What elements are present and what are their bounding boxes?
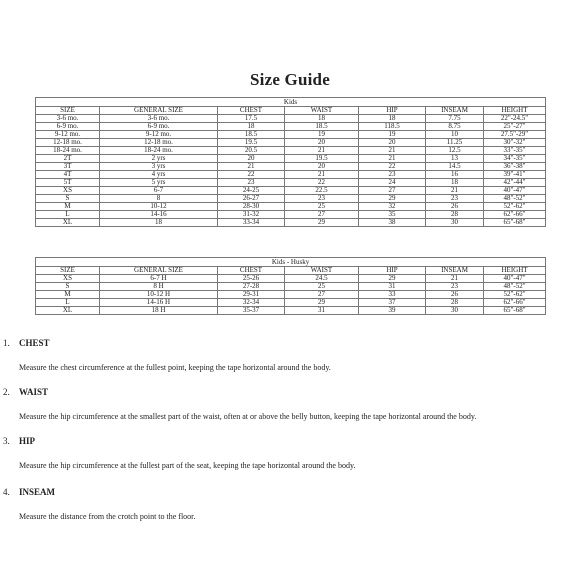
table-cell: 25	[285, 283, 359, 291]
table-cell: 10-12 H	[100, 291, 218, 299]
table-cell: 24-25	[218, 187, 285, 195]
table-cell: 3T	[36, 163, 100, 171]
table-row	[36, 283, 546, 291]
table-cell: 19	[359, 131, 426, 139]
table-cell: 14-16	[100, 211, 218, 219]
guide-text-inseam: Measure the distance from the crotch point to the floor.	[19, 512, 196, 521]
table-cell: 18.5	[285, 123, 359, 131]
column-header: GENERAL SIZE	[100, 107, 218, 115]
table-cell: 3-6 mo.	[100, 115, 218, 123]
table-cell: 18.5	[218, 131, 285, 139]
table-cell: 65"-68"	[484, 219, 546, 227]
table-cell: 2T	[36, 155, 100, 163]
table-cell: 12-18 mo.	[36, 139, 100, 147]
table-cell: 18-24 mo.	[100, 147, 218, 155]
table-cell: 39	[359, 307, 426, 315]
table-cell: 28	[426, 211, 484, 219]
table-cell: 24.5	[285, 275, 359, 283]
table-row	[36, 115, 546, 123]
column-header: WAIST	[285, 107, 359, 115]
table-cell: 6-9 mo.	[100, 123, 218, 131]
table-cell: 21	[285, 171, 359, 179]
table-cell: 27	[359, 187, 426, 195]
table-cell: XS	[36, 275, 100, 283]
table-row	[36, 219, 546, 227]
table-cell: 35	[359, 211, 426, 219]
table-row	[36, 131, 546, 139]
table-cell: 22.5	[285, 187, 359, 195]
guide-heading-inseam: INSEAM	[19, 487, 56, 497]
table-cell: 52"-62"	[484, 291, 546, 299]
table-cell: 48"-52"	[484, 283, 546, 291]
table-cell: 3 yrs	[100, 163, 218, 171]
table-row	[36, 171, 546, 179]
table-cell: 3-6 mo.	[36, 115, 100, 123]
table-row	[36, 299, 546, 307]
table-cell: 40"-47"	[484, 187, 546, 195]
table-cell: 17.5	[218, 115, 285, 123]
table-row	[36, 163, 546, 171]
table-cell: 5 yrs	[100, 179, 218, 187]
column-header: HEIGHT	[484, 267, 546, 275]
table-cell: M	[36, 291, 100, 299]
table-cell: 18	[426, 179, 484, 187]
table-row	[36, 187, 546, 195]
table-cell: 28-30	[218, 203, 285, 211]
table-cell: 20	[285, 139, 359, 147]
kids-size-table	[35, 97, 546, 227]
table-cell: 118.5	[359, 123, 426, 131]
table-cell: 33	[359, 291, 426, 299]
table-cell: 14.5	[426, 163, 484, 171]
table-cell: 6-7 H	[100, 275, 218, 283]
table-cell: L	[36, 211, 100, 219]
table-row	[36, 179, 546, 187]
table-cell: 27	[285, 211, 359, 219]
table-cell: 22	[359, 163, 426, 171]
table-row	[36, 195, 546, 203]
column-header: HIP	[359, 267, 426, 275]
table-cell: 52"-62"	[484, 203, 546, 211]
guide-number: 2.	[3, 387, 10, 397]
column-header: WAIST	[285, 267, 359, 275]
table-cell: 18	[100, 219, 218, 227]
table-cell: 62"-66"	[484, 211, 546, 219]
table-cell: 28	[426, 299, 484, 307]
table-cell: 5T	[36, 179, 100, 187]
guide-number: 3.	[3, 436, 10, 446]
table-cell: XL	[36, 307, 100, 315]
table-cell: L	[36, 299, 100, 307]
table-cell: 27	[285, 291, 359, 299]
table-cell: S	[36, 283, 100, 291]
table-cell: 16	[426, 171, 484, 179]
table-cell: 13	[426, 155, 484, 163]
table-cell: 7.75	[426, 115, 484, 123]
column-header: CHEST	[218, 267, 285, 275]
table-cell: 20	[218, 155, 285, 163]
table-row	[36, 211, 546, 219]
table-cell: 30	[426, 219, 484, 227]
table-cell: 27.5"-29"	[484, 131, 546, 139]
table-cell: 8 H	[100, 283, 218, 291]
table-cell: 10-12	[100, 203, 218, 211]
table-cell: 39"-41"	[484, 171, 546, 179]
table-cell: S	[36, 195, 100, 203]
guide-text-waist: Measure the hip circumference at the smallest part of the waist, often at or above the belly button, keeping the tape horizontal around the body.	[19, 412, 477, 421]
table-cell: M	[36, 203, 100, 211]
table-cell: 20.5	[218, 147, 285, 155]
table-cell: 29	[359, 195, 426, 203]
table-row	[36, 139, 546, 147]
table-cell: 9-12 mo.	[36, 131, 100, 139]
guide-heading-hip: HIP	[19, 436, 36, 446]
table-cell: 21	[359, 147, 426, 155]
table-cell: 32	[359, 203, 426, 211]
table-cell: 21	[218, 163, 285, 171]
column-header: HEIGHT	[484, 107, 546, 115]
table-cell: 48"-52"	[484, 195, 546, 203]
table-cell: 18	[285, 115, 359, 123]
table-cell: 29	[285, 299, 359, 307]
table-cell: 19.5	[218, 139, 285, 147]
table-row	[36, 307, 546, 315]
guide-text-chest: Measure the chest circumference at the fullest point, keeping the tape horizontal around the body.	[19, 363, 331, 372]
table-cell: 18-24 mo.	[36, 147, 100, 155]
table-cell: 23	[426, 195, 484, 203]
column-header: INSEAM	[426, 267, 484, 275]
table-cell: 23	[426, 283, 484, 291]
table-cell: 21	[426, 275, 484, 283]
table-cell: 21	[359, 155, 426, 163]
column-header: GENERAL SIZE	[100, 267, 218, 275]
table-cell: 18 H	[100, 307, 218, 315]
table-caption: Kids	[36, 98, 546, 107]
table-cell: 33"-35"	[484, 147, 546, 155]
table-cell: 8	[100, 195, 218, 203]
table-row	[36, 203, 546, 211]
table-cell: 22	[285, 179, 359, 187]
table-row	[36, 291, 546, 299]
column-header: CHEST	[218, 107, 285, 115]
table-cell: 20	[285, 163, 359, 171]
table-header-row	[36, 267, 546, 275]
table-cell: 8.75	[426, 123, 484, 131]
table-cell: 25	[285, 203, 359, 211]
table-cell: 37	[359, 299, 426, 307]
table-cell: 25"-27"	[484, 123, 546, 131]
table-cell: 26	[426, 291, 484, 299]
table-cell: 18	[218, 123, 285, 131]
table-cell: 33-34	[218, 219, 285, 227]
table-cell: 34"-35"	[484, 155, 546, 163]
table-cell: XL	[36, 219, 100, 227]
table-cell: 10	[426, 131, 484, 139]
table-cell: 62"-66"	[484, 299, 546, 307]
table-row	[36, 147, 546, 155]
table-cell: 27-28	[218, 283, 285, 291]
husky-size-table	[35, 257, 546, 315]
table-cell: 21	[285, 147, 359, 155]
table-cell: 11.25	[426, 139, 484, 147]
table-row	[36, 155, 546, 163]
table-cell: 26	[426, 203, 484, 211]
table-cell: 26-27	[218, 195, 285, 203]
table-header-row	[36, 107, 546, 115]
table-row	[36, 123, 546, 131]
table-cell: 20	[359, 139, 426, 147]
table-cell: 40"-47"	[484, 275, 546, 283]
page-title: Size Guide	[250, 70, 330, 89]
table-cell: XS	[36, 187, 100, 195]
table-cell: 30	[426, 307, 484, 315]
table-row	[36, 275, 546, 283]
table-cell: 32-34	[218, 299, 285, 307]
column-header: SIZE	[36, 267, 100, 275]
table-caption: Kids - Husky	[36, 258, 546, 267]
table-cell: 21	[426, 187, 484, 195]
table-cell: 23	[218, 179, 285, 187]
table-cell: 29-31	[218, 291, 285, 299]
table-cell: 29	[359, 275, 426, 283]
table-cell: 6-7	[100, 187, 218, 195]
table-cell: 31-32	[218, 211, 285, 219]
table-cell: 29	[285, 219, 359, 227]
table-cell: 14-16 H	[100, 299, 218, 307]
table-cell: 30"-32"	[484, 139, 546, 147]
table-cell: 31	[285, 307, 359, 315]
table-cell: 12-18 mo.	[100, 139, 218, 147]
table-cell: 24	[359, 179, 426, 187]
table-cell: 9-12 mo.	[100, 131, 218, 139]
table-cell: 19.5	[285, 155, 359, 163]
table-cell: 19	[285, 131, 359, 139]
table-cell: 25-26	[218, 275, 285, 283]
guide-text-hip: Measure the hip circumference at the fullest part of the seat, keeping the tape horizontal around the body.	[19, 461, 356, 470]
table-cell: 31	[359, 283, 426, 291]
table-cell: 23	[285, 195, 359, 203]
guide-heading-chest: CHEST	[19, 338, 50, 348]
table-cell: 36"-38"	[484, 163, 546, 171]
guide-number: 1.	[3, 338, 10, 348]
table-cell: 12.5	[426, 147, 484, 155]
column-header: SIZE	[36, 107, 100, 115]
table-cell: 4T	[36, 171, 100, 179]
table-cell: 23	[359, 171, 426, 179]
table-cell: 22"-24.5"	[484, 115, 546, 123]
table-cell: 38	[359, 219, 426, 227]
column-header: INSEAM	[426, 107, 484, 115]
table-cell: 35-37	[218, 307, 285, 315]
table-cell: 6-9 mo.	[36, 123, 100, 131]
guide-number: 4.	[3, 487, 10, 497]
table-cell: 22	[218, 171, 285, 179]
table-cell: 4 yrs	[100, 171, 218, 179]
table-cell: 18	[359, 115, 426, 123]
table-cell: 42"-44"	[484, 179, 546, 187]
table-cell: 65"-68"	[484, 307, 546, 315]
table-cell: 2 yrs	[100, 155, 218, 163]
guide-heading-waist: WAIST	[19, 387, 49, 397]
column-header: HIP	[359, 107, 426, 115]
